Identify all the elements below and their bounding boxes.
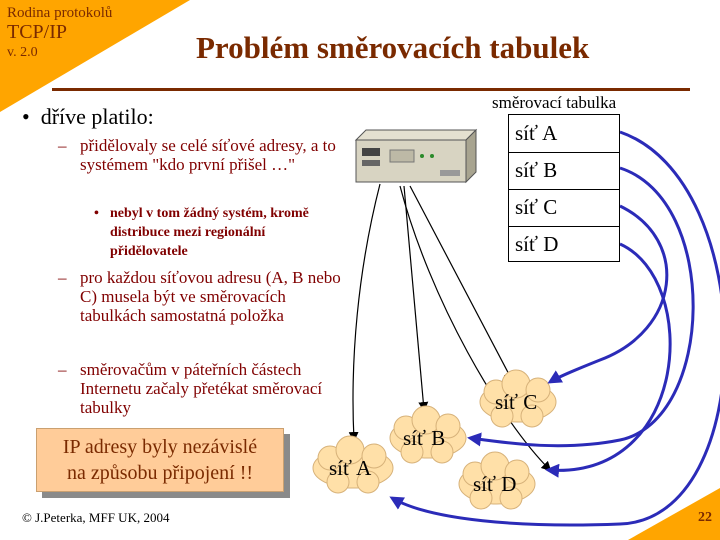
table-row: síť B <box>515 158 558 182</box>
brand-version: v. 2.0 <box>7 45 38 60</box>
dash-icon: – <box>58 268 67 287</box>
bullet-main-text: dříve platilo: <box>40 104 154 129</box>
dash-icon: – <box>58 360 67 379</box>
callout-line-2: na způsobu připojení !! <box>66 462 254 484</box>
routing-table <box>508 114 620 262</box>
table-row: síť D <box>515 232 559 256</box>
label-net-a: síť A <box>329 456 372 480</box>
callout-line-1: IP adresy byly nezávislé <box>62 436 258 458</box>
brand-line-2: TCP/IP <box>7 21 68 43</box>
page-number: 22 <box>698 510 712 525</box>
sub-sub-bullet-text: nebyl v tom žádný systém, kromě distribuce mezi regionální přidělovatele <box>110 206 309 259</box>
label-net-b: síť B <box>403 426 446 450</box>
routing-table-title: směrovací tabulka <box>492 93 617 112</box>
slide-title: Problém směrovacích tabulek <box>196 30 590 65</box>
sub-bullet-3-text: směrovačům v páteřních částech Internetu začaly přetékat směrovací tabulky <box>80 360 323 417</box>
sub-bullet-2-text: pro každou síťovou adresu (A, B nebo C) musela být ve směrovacích tabulkách samostatná položka <box>80 268 341 325</box>
dash-icon: – <box>58 136 67 155</box>
footer-copyright: © J.Peterka, MFF UK, 2004 <box>22 510 170 525</box>
table-row: síť C <box>515 195 558 219</box>
brand-line-1: Rodina protokolů <box>7 5 113 21</box>
router-icon <box>356 130 476 182</box>
bullet-dot-icon: • <box>22 104 30 129</box>
label-net-c: síť C <box>495 390 538 414</box>
small-bullet-dot-icon: • <box>94 206 99 221</box>
label-net-d: síť D <box>473 472 517 496</box>
table-row: síť A <box>515 121 558 145</box>
sub-bullet-1-text: přidělovaly se celé síťové adresy, a to systémem "kdo první přišel …" <box>80 136 336 174</box>
